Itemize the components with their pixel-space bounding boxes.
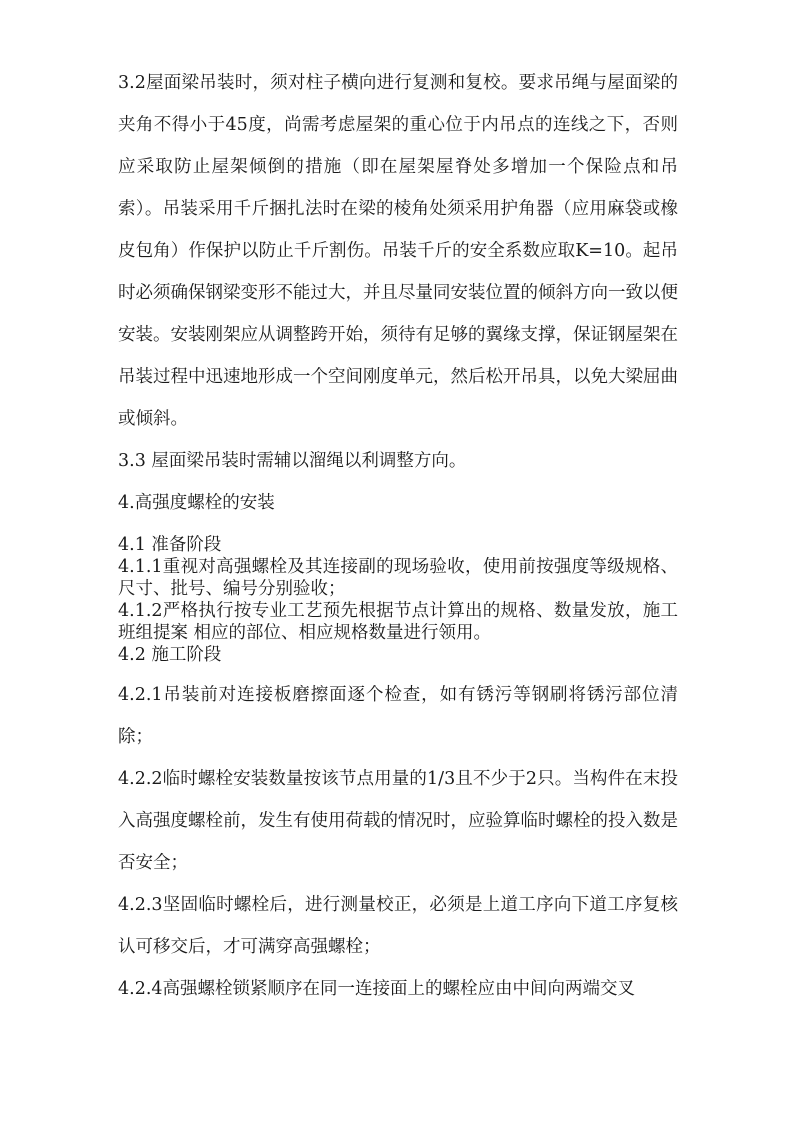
paragraph-4-1-2: 4.1.2严格执行按专业工艺预先根据节点计算出的规格、数量发放，施工班组提案 相应的部位、相应规格数量进行领用。 <box>118 601 678 643</box>
section-heading-4: 4.高强度螺栓的安装 <box>118 493 275 513</box>
section-heading-4-1: 4.1 准备阶段 <box>118 535 222 555</box>
paragraph-4-2-4: 4.2.4高强螺栓锁紧顺序在同一连接面上的螺栓应由中间向两端交叉 <box>118 979 636 999</box>
paragraph-4-2-1: 4.2.1吊装前对连接板磨擦面逐个检查，如有锈污等钢刷将锈污部位清除； <box>118 685 678 747</box>
paragraph-3-2: 3.2屋面梁吊装时，须对柱子横向进行复测和复校。要求吊绳与屋面梁的夹角不得小于45度，尚需考虑屋架的重心位于内吊点的连线之下，否则应采取防止屋架倾倒的措施（即在屋架屋脊处多增加一个保险点和吊索）。吊装采用千斤捆扎法时在梁的棱角处须采用护角器（应用麻袋或橡皮包角）作保护以防止千斤割伤。吊装千斤的安全系数应取K=10。起吊时必须确保钢梁变形不能过大，并且尽量同安装位置的倾斜方向一致以便安装。安装刚架应从调整跨开始，须待有足够的翼缘支撑，保证钢屋架在吊装过程中迅速地形成一个空间刚度单元，然后松开吊具，以免大梁屈曲或倾斜。 <box>118 73 678 429</box>
paragraph-4-2-2: 4.2.2临时螺栓安装数量按该节点用量的1/3且不少于2只。当构件在末投入高强度螺栓前，发生有使用荷载的情况时，应验算临时螺栓的投入数是否安全； <box>118 769 678 873</box>
section-heading-4-2: 4.2 施工阶段 <box>118 645 222 665</box>
document-page <box>118 62 678 1010</box>
paragraph-4-2-3: 4.2.3坚固临时螺栓后，进行测量校正，必须是上道工序向下道工序复核认可移交后，才可满穿高强螺栓； <box>118 895 678 957</box>
paragraph-3-3: 3.3 屋面梁吊装时需辅以溜绳以利调整方向。 <box>118 451 467 471</box>
paragraph-4-1-1: 4.1.1重视对高强螺栓及其连接副的现场验收，使用前按强度等级规格、尺寸、批号、编号分别验收； <box>118 557 678 599</box>
